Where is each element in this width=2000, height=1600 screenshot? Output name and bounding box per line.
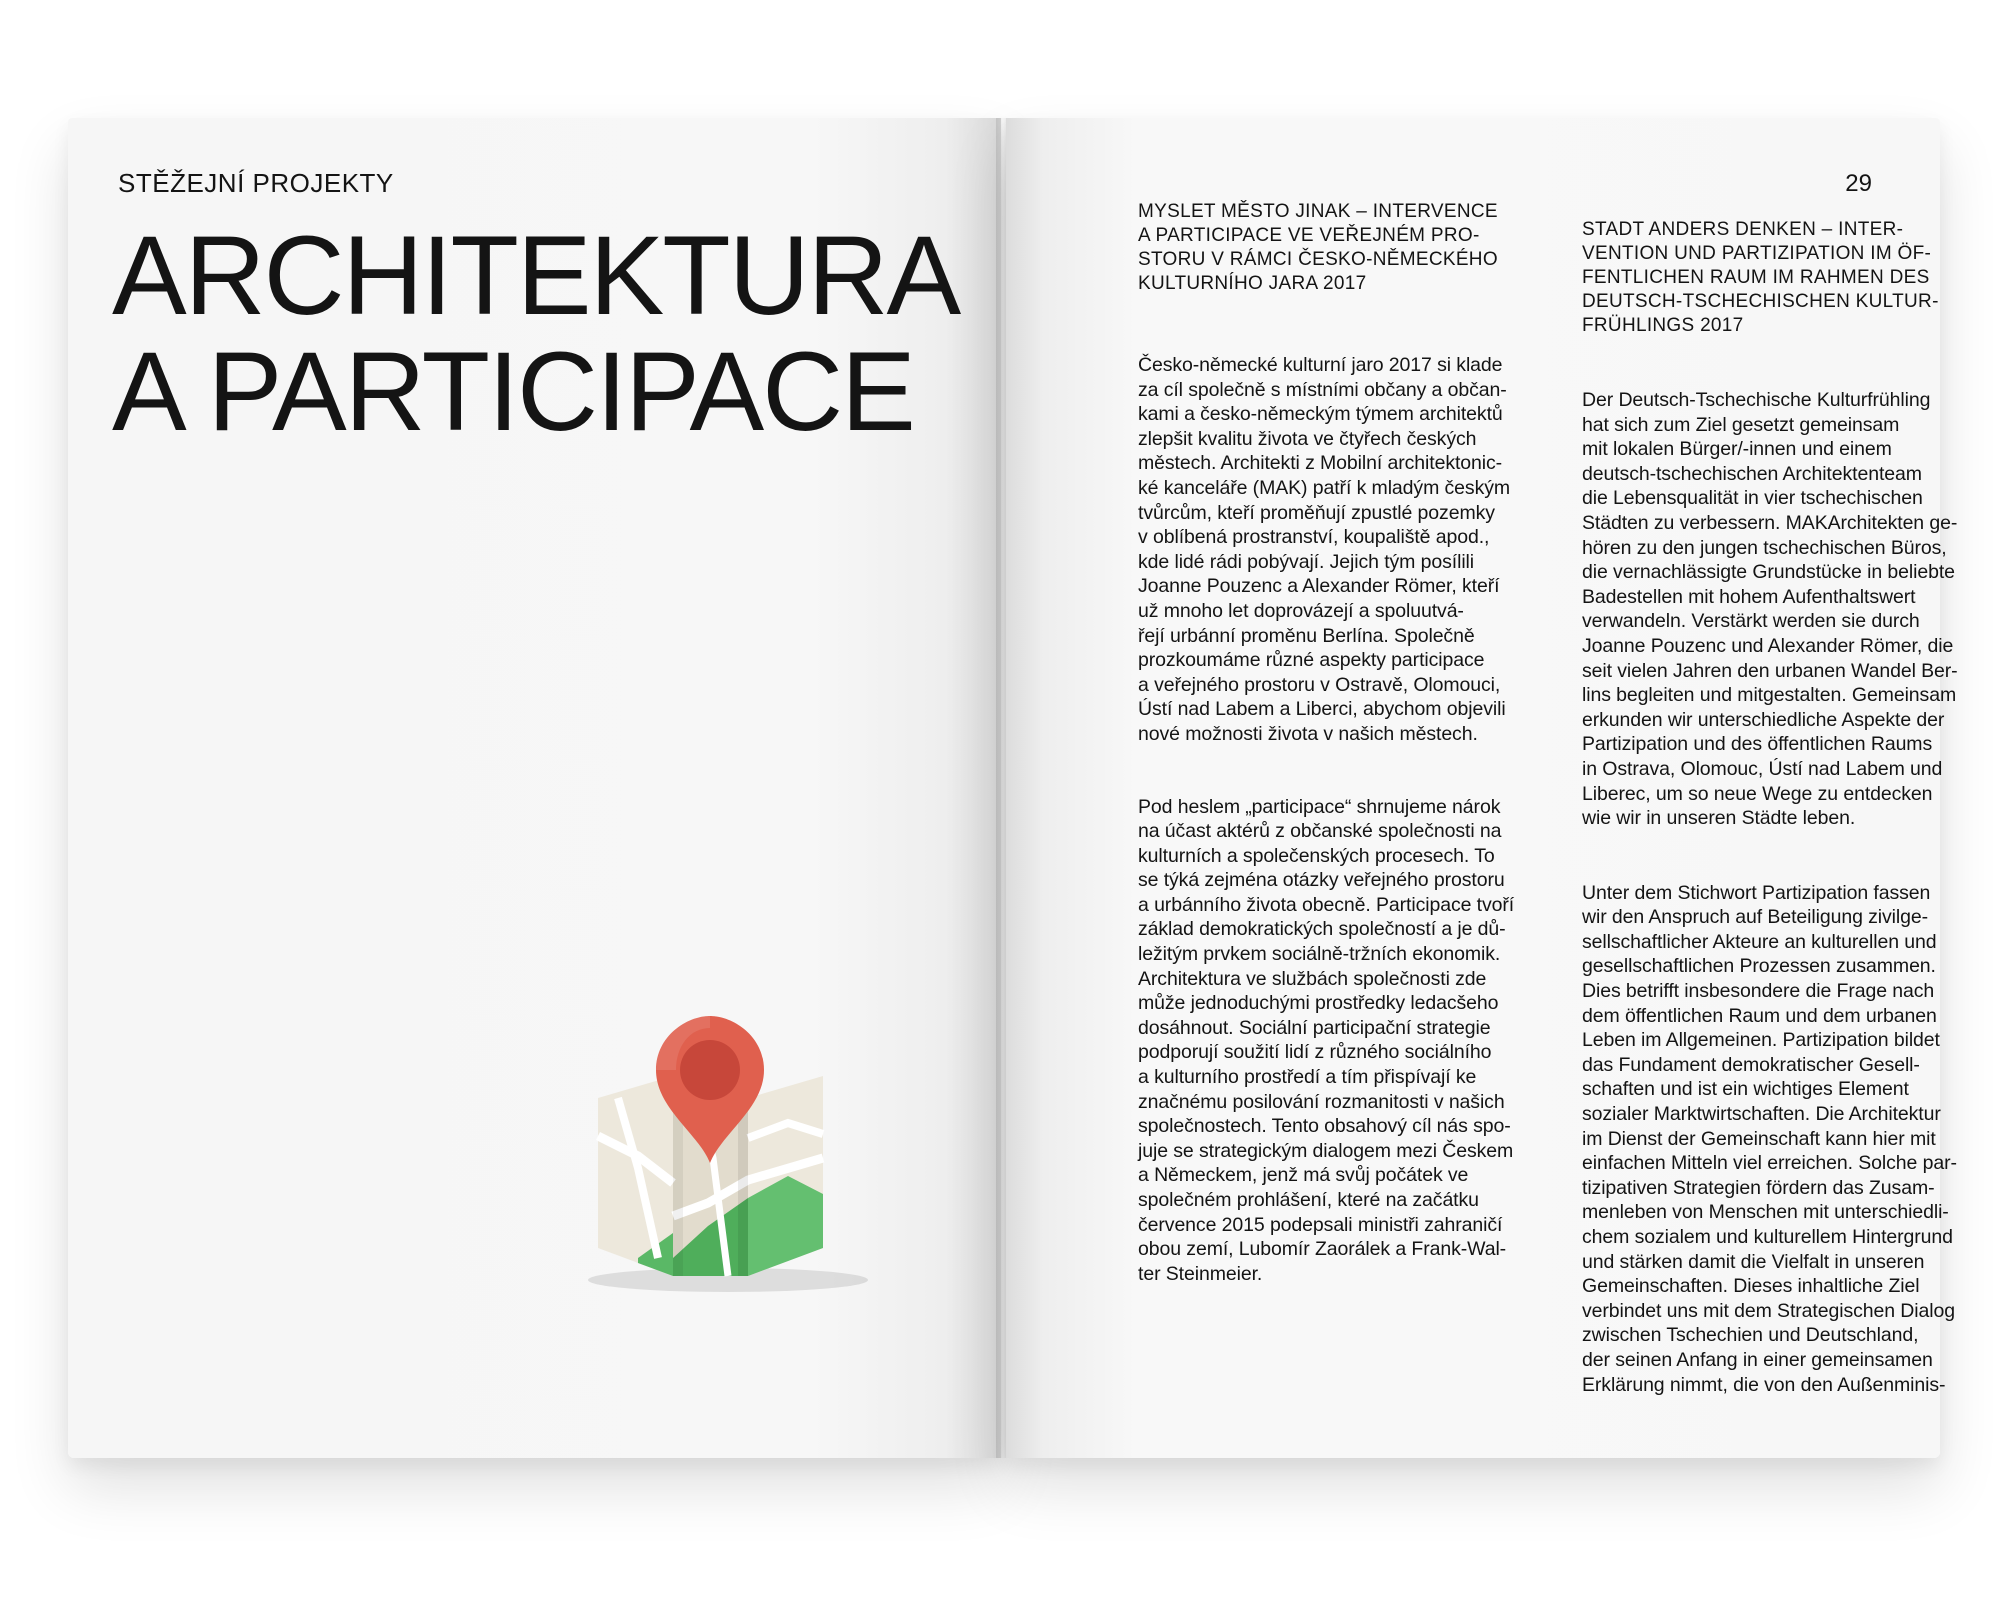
section-label: STĚŽEJNÍ PROJEKTY (118, 168, 394, 198)
german-heading: STADT ANDERS DENKEN – INTER- VENTION UND PARTIZIPATION IM ÖF- FENTLICHEN RAUM IM RAHMEN DES DEUTSCH-TSCHECHISCHEN KULTUR- FRÜHLINGS 2017 (1582, 219, 1939, 336)
title-line-1: ARCHITEKTURA (112, 213, 960, 338)
czech-paragraph-1: Česko-německé kulturní jaro 2017 si klade za cíl společně s místními občany a občan- kami a česko-německým týmem architektů zlepšit kvalitu života ve čtyřech českých městech. Architekti z Mobilní architektonic- ké kanceláře (MAK) patří k mladým českým tvůrcům, kteří proměňují zpustlé pozemky v oblíbená prostranství, koupaliště apod., kde lidé rádi pobývají. Jejich tým posílili Joanne Pouzenc a Alexander Römer, kteří už mnoho let doprovázejí a spoluutvá- řejí urbánní proměnu Berlína. Společně prozkoumáme různé aspekty participace a veřejného prostoru v Ostravě, Olomouci, Ústí nad Labem a Liberci, abychom objevili nové možnosti života v našich městech. (1138, 354, 1511, 745)
german-column (1582, 218, 1982, 1397)
left-page (68, 118, 1001, 1458)
map-with-location-pin-icon (578, 958, 878, 1298)
czech-column (1138, 200, 1538, 1286)
czech-heading: MYSLET MĚSTO JINAK – INTERVENCE A PARTICIPACE VE VEŘEJNÉM PRO- STORU V RÁMCI ČESKO-NĚMECKÉHO KULTURNÍHO JARA 2017 (1138, 201, 1498, 294)
page-number: 29 (1845, 170, 1872, 197)
page-title (112, 213, 972, 454)
german-paragraph-1: Der Deutsch-Tschechische Kulturfrühling hat sich zum Ziel gesetzt gemeinsam mit lokalen Bürger/-innen und einem deutsch-tschechischen Architektenteam die Lebensqualität in vier tschechischen Städten zu verbessern. MAKArchitekten ge- hören zu den jungen tschechischen Büros, die vernachlässigte Grundstücke in beliebte Badestellen mit hohem Aufenthaltswert verwandeln. Verstärkt werden sie durch Joanne Pouzenc und Alexander Römer, die seit vielen Jahren den urbanen Wandel Ber- lins begleiten und mitgestalten. Gemeinsam erkunden wir unterschiedliche Aspekte der Partizipation und des öffentlichen Raums in Ostrava, Olomouc, Ústí nad Labem und Liberec, um so neue Wege zu entdecken wie wir in unseren Städte leben. (1582, 389, 1958, 830)
czech-paragraph-2: Pod heslem „participace“ shrnujeme nárok na účast aktérů z občanské společnosti na kulturních a společenských procesech. To se týká zejména otázky veřejného prostoru a urbánního života obecně. Participace tvoří základ demokratických společností a je dů- ležitým prvkem sociálně-tržních ekonomik. Architektura ve službách společnosti zde může jednoduchými prostředky ledacšeho dosáhnout. Sociální participační strategie podporují soužití lidí z různého sociálního a kulturního prostředí a tím přispívají ke značnému posilování rozmanitosti v našich společnostech. Tento obsahový cíl nás spo- juje se strategickým dialogem mezi Českem a Německem, jenž má svůj počátek ve společném prohlášení, které na začátku července 2015 podepsali ministři zahraničí obou zemí, Lubomír Zaorálek a Frank-Wal- ter Steinmeier. (1138, 795, 1515, 1285)
title-line-2: A PARTICIPACE (112, 329, 914, 454)
magazine-spread (68, 118, 1958, 1463)
german-paragraph-2: Unter dem Stichwort Partizipation fassen wir den Anspruch auf Beteiligung zivilge- sellschaftlicher Akteure an kulturellen und gesellschaftlichen Prozessen zusammen. Dies betrifft insbesondere die Frage nach dem öffentlichen Raum und dem urbanen Leben im Allgemeinen. Partizipation bildet das Fundament demokratischer Gesell- schaften und ist ein wichtiges Element sozialer Marktwirtschaften. Die Architektur im Dienst der Gemeinschaft kann hier mit einfachen Mitteln viel erreichen. Solche par- tizipativen Strategien fördern das Zusam- menleben von Menschen mit unterschiedli- chem sozialem und kulturellem Hintergrund und stärken damit die Vielfalt in unseren Gemeinschaften. Dieses inhaltliche Ziel verbindet uns mit dem Strategischen Dialog zwischen Tschechien und Deutschland, der seinen Anfang in einer gemeinsamen Erklärung nimmt, die von den Außenminis- (1582, 881, 1957, 1396)
